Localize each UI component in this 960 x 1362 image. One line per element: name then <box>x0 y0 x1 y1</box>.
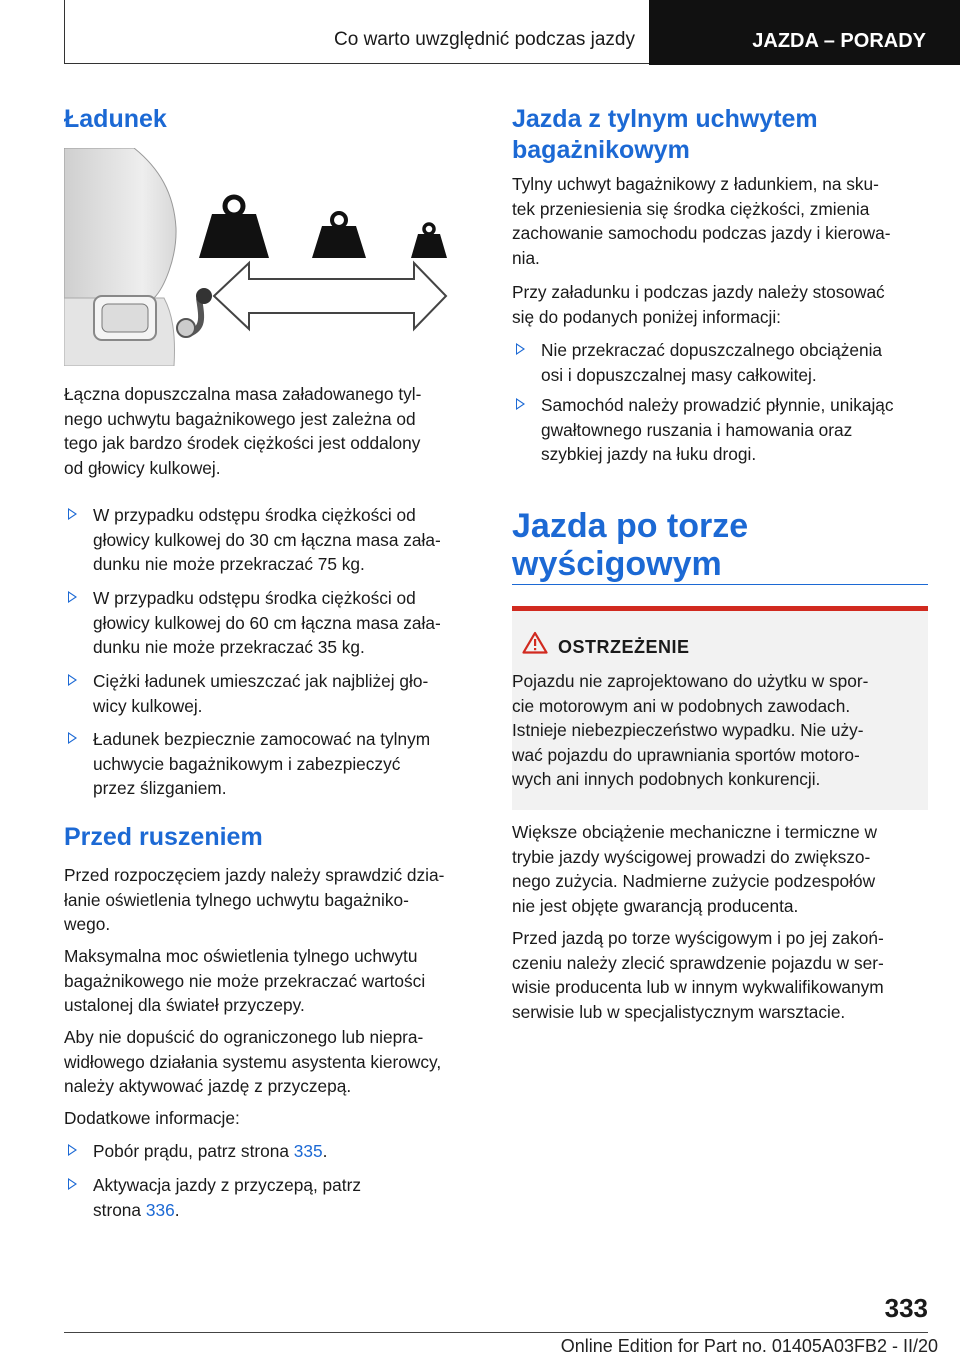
bullet-triangle-icon <box>68 674 77 686</box>
bullet-triangle-icon <box>68 1178 77 1190</box>
warning-text: Pojazdu nie zaprojektowano do użytku w spor- cie motorowym ani w podobnych zawodach. Istnieje niebezpieczeństwo wypadku. Nie uży- wać pojazdu do uprawniania sportów motoro- wych ani innych podobnych konkurencji. <box>512 671 869 789</box>
warning-title: OSTRZEŻENIE <box>558 637 690 657</box>
heading-tylny-uchwyt: Jazda z tylnym uchwytem bagażnikowym <box>512 105 818 164</box>
paragraph-trailer-mode: Aby nie dopuścić do ograniczonego lub niepra- widłowego działania systemu asystenta kierowcy, należy aktywować jazdę z przyczepą. <box>64 1027 442 1096</box>
page-link-336[interactable]: 336 <box>145 1199 175 1220</box>
bullet-triangle-icon <box>516 398 525 410</box>
list-item: Pobór prądu, patrz strona 335. <box>64 1139 327 1164</box>
paragraph-service-check: Przed jazdą po torze wyścigowym i po jej zakoń- czeniu należy zlecić sprawdzenie pojazdu w ser- wisie producenta lub w innym wykwalifikowanym serwisie lub w specjalistycznym warsztacie. <box>512 928 884 1022</box>
warning-box <box>512 606 928 810</box>
list-item: Samochód należy prowadzić płynnie, unikając gwałtownego ruszania i hamowania oraz szybkiej jazdy na łuku drogi. <box>512 393 894 467</box>
paragraph-lighting-check: Przed rozpoczęciem jazdy należy sprawdzić dzia- łanie oświetlenia tylnego uchwytu bagażniko- wego. <box>64 865 445 934</box>
page-header <box>0 0 960 66</box>
paragraph-carrier-handling: Tylny uchwyt bagażnikowy z ładunkiem, na sku- tek przeniesienia się środka ciężkości, zmienia zachowanie samochodu podczas jazdy i kierowa- nia. <box>512 174 891 268</box>
paragraph-more-info: Dodatkowe informacje: <box>64 1108 240 1128</box>
double-arrow-icon <box>214 263 446 329</box>
list-item: W przypadku odstępu środka ciężkości od głowicy kulkowej do 60 cm łączna masa zała- dunku nie może przekraczać 35 kg. <box>64 586 441 660</box>
paragraph-loading-rules: Przy załadunku i podczas jazdy należy stosować się do podanych poniżej informacji: <box>512 282 885 327</box>
list-item: W przypadku odstępu środka ciężkości od głowicy kulkowej do 30 cm łączna masa zała- dunku nie może przekraczać 75 kg. <box>64 503 441 577</box>
paragraph-wear: Większe obciążenie mechaniczne i termiczne w trybie jazdy wyścigowej prowadzi do zwiększo- nego zużycia. Nadmierne zużycie podzespołów nie jest objęte gwarancją producenta. <box>512 822 877 916</box>
car-bumper-shape <box>64 148 176 298</box>
page-link-335[interactable]: 335 <box>293 1141 323 1161</box>
warning-triangle-icon <box>522 631 548 654</box>
paragraph-lighting-power: Maksymalna moc oświetlenia tylnego uchwytu bagażnikowego nie może przekraczać wartości ustalonej dla świateł przyczepy. <box>64 946 426 1015</box>
bullet-triangle-icon <box>68 732 77 744</box>
heading-przed-ruszeniem: Przed ruszeniem <box>64 823 263 851</box>
bullet-triangle-icon <box>68 591 77 603</box>
footer-divider <box>64 1332 928 1333</box>
paragraph-mass: Łączna dopuszczalna masa załadowanego tyl- nego uchwytu bagażnikowego jest zależna od tego jak bardzo środek ciężkości jest oddalony od głowicy kulkowej. <box>64 384 422 478</box>
list-item: Ciężki ładunek umieszczać jak najbliżej gło- wicy kulkowej. <box>64 669 428 718</box>
load-illustration <box>64 148 464 366</box>
section-title: Co warto uwzględnić podczas jazdy <box>64 0 649 64</box>
weight-medium-icon <box>312 213 366 258</box>
list-item: Nie przekraczać dopuszczalnego obciążenia osi i dopuszczalnej masy całkowitej. <box>512 338 882 387</box>
list-item: Ładunek bezpiecznie zamocować na tylnym uchwycie bagażnikowym i zabezpieczyć przez ślizganiem. <box>64 727 430 801</box>
heading-tor-wyscigowy: Jazda po torze wyścigowym <box>512 507 749 583</box>
bullet-triangle-icon <box>68 508 77 520</box>
section-divider <box>512 584 928 585</box>
edition-note: Online Edition for Part no. 01405A03FB2 - II/20 <box>560 1336 938 1356</box>
bullet-triangle-icon <box>68 1144 77 1156</box>
page-number: 333 <box>884 1293 928 1323</box>
bullet-triangle-icon <box>516 343 525 355</box>
heading-ladunek: Ładunek <box>64 105 167 133</box>
list-item: Aktywacja jazdy z przyczepą, patrz strona 336. <box>64 1173 361 1222</box>
chapter-title: JAZDA – PORADY <box>649 0 960 65</box>
weight-large-icon <box>199 197 269 258</box>
weight-small-icon <box>411 224 447 258</box>
